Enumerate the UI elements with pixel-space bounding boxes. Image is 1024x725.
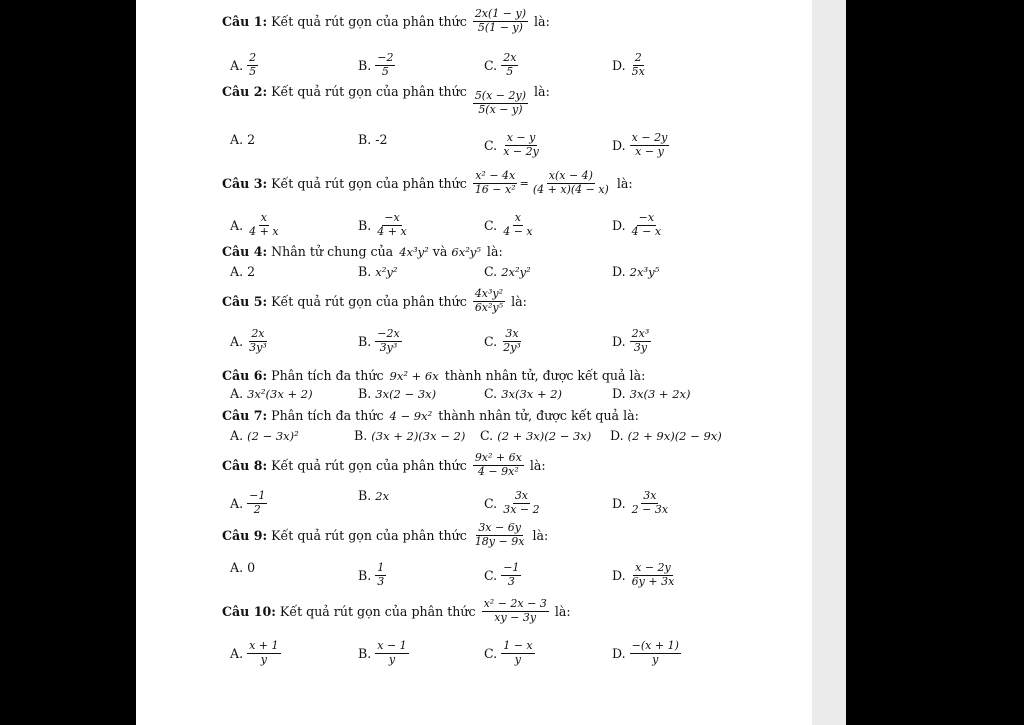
- q2-option-d: D. $\frac{x - 2y}{x - y}$: [612, 131, 668, 158]
- q4-option-d: D. 2x³y⁵: [612, 264, 660, 279]
- q10-option-a: A. $\frac{x + 1}{y}$: [230, 639, 279, 666]
- q7-option-a: A. (2 − 3x)²: [230, 428, 299, 443]
- q10-option-d: D. $\frac{-(x + 1)}{y}$: [612, 639, 679, 666]
- fraction: $\frac{\text{9x² + 6x}}{\text{4 − 9x²}}$: [474, 451, 522, 478]
- q2-option-a: A. 2: [230, 132, 256, 147]
- q5-option-c: C. $\frac{3x}{\text{2y³}}$: [484, 327, 521, 354]
- question-10: Câu 10: Kết quả rút gọn của phân thức $\frac{\text{x² − 2x − 3}}{xy - 3y}$ là:: [222, 597, 571, 624]
- q3-option-a: A. $\frac{x}{4 + x}$: [230, 211, 279, 238]
- q3-option-c: C. $\frac{x}{4 - x}$: [484, 211, 533, 238]
- q7-option-b: B. (3x + 2)(3x − 2): [354, 428, 466, 443]
- q1-option-c: C. $\frac{2x}{5}$: [484, 51, 517, 78]
- fraction: $\frac{x(x - 4)}{(4 + x)(4 - x)}$: [532, 169, 609, 196]
- q8-option-b: B. 2x: [358, 488, 390, 503]
- q2-option-b: B. -2: [358, 132, 388, 147]
- q7-option-d: D. (2 + 9x)(2 − 9x): [610, 428, 722, 443]
- q1-option-a: A. $\frac{2}{5}$: [230, 51, 257, 78]
- fraction: $\frac{3x - 6y}{18y - 9x}$: [474, 521, 525, 548]
- q3-option-d: D. $\frac{-x}{4 - x}$: [612, 211, 662, 238]
- q8-option-a: A. $\frac{-1}{2}$: [230, 489, 266, 516]
- q1-option-d: D. $\frac{2}{5x}$: [612, 51, 645, 78]
- fraction: $\frac{\text{4x³y²}}{\text{6x²y⁵}}$: [474, 287, 504, 314]
- q6-option-b: B. 3x(2 − 3x): [358, 386, 437, 401]
- fraction: $\frac{\text{x² − 4x}}{\text{16 − x²}}$: [474, 169, 516, 196]
- q1-option-b: B. $\frac{-2}{5}$: [358, 51, 394, 78]
- q10-option-c: C. $\frac{1 - x}{y}$: [484, 639, 533, 666]
- fraction: $\frac{\text{x² − 2x − 3}}{xy - 3y}$: [483, 597, 547, 624]
- q8-option-d: D. $\frac{3x}{2 - 3x}$: [612, 489, 669, 516]
- q3-option-b: B. $\frac{-x}{4 + x}$: [358, 211, 407, 238]
- q4-option-c: C. 2x²y²: [484, 264, 531, 279]
- question-6: Câu 6: Phân tích đa thức 9x² + 6x thành nhân tử, được kết quả là:: [222, 368, 646, 383]
- question-5: Câu 5: Kết quả rút gọn của phân thức $\frac{\text{4x³y²}}{\text{6x²y⁵}}$ là:: [222, 287, 527, 314]
- fraction: $\frac{2x(1 - y)}{5(1 - y)}$: [474, 7, 527, 34]
- q9-option-b: B. $\frac{1}{3}$: [358, 561, 385, 588]
- q10-option-b: B. $\frac{x - 1}{y}$: [358, 639, 407, 666]
- q4-option-a: A. 2: [230, 264, 256, 279]
- question-4: Câu 4: Nhân tử chung của 4x³y² và 6x²y⁵ là:: [222, 244, 503, 259]
- q6-option-c: C. 3x(3x + 2): [484, 386, 563, 401]
- q9-option-d: D. $\frac{x - 2y}{6y + 3x}$: [612, 561, 675, 588]
- page-edge: [812, 0, 846, 725]
- question-2: Câu 2: Kết quả rút gọn của phân thức $\frac{5(x - 2y)}{5(x - y)}$ là:: [222, 84, 550, 116]
- q9-option-a: A. 0: [230, 560, 256, 575]
- q2-option-c: C. $\frac{x - y}{x - 2y}$: [484, 131, 539, 158]
- question-3: Câu 3: Kết quả rút gọn của phân thức $\frac{\text{x² − 4x}}{\text{16 − x²}}$ = $\frac{x(x - 4)}{(4 + x)(4 - x)}$ là:: [222, 169, 633, 196]
- q6-option-d: D. 3x(3 + 2x): [612, 386, 691, 401]
- q4-option-b: B. x²y²: [358, 264, 398, 279]
- q7-option-c: C. (2 + 3x)(2 − 3x): [480, 428, 592, 443]
- q6-option-a: A. 3x²(3x + 2): [230, 386, 313, 401]
- question-1: Câu 1: Kết quả rút gọn của phân thức $\frac{2x(1 - y)}{5(1 - y)}$ là:: [222, 7, 550, 34]
- q5-option-b: B. $\frac{-2x}{\text{3y³}}$: [358, 327, 400, 354]
- question-8: Câu 8: Kết quả rút gọn của phân thức $\frac{\text{9x² + 6x}}{\text{4 − 9x²}}$ là:: [222, 451, 546, 478]
- question-7: Câu 7: Phân tích đa thức 4 − 9x² thành nhân tử, được kết quả là:: [222, 408, 639, 423]
- question-9: Câu 9: Kết quả rút gọn của phân thức $\frac{3x - 6y}{18y - 9x}$ là:: [222, 521, 549, 548]
- q9-option-c: C. $\frac{-1}{3}$: [484, 561, 520, 588]
- fraction: $\frac{5(x - 2y)}{5(x - y)}$: [474, 89, 527, 116]
- q5-option-d: D. $\frac{\text{2x³}}{3y}$: [612, 327, 650, 354]
- q5-option-a: A. $\frac{2x}{\text{3y³}}$: [230, 327, 267, 354]
- q8-option-c: C. $\frac{3x}{3x - 2}$: [484, 489, 540, 516]
